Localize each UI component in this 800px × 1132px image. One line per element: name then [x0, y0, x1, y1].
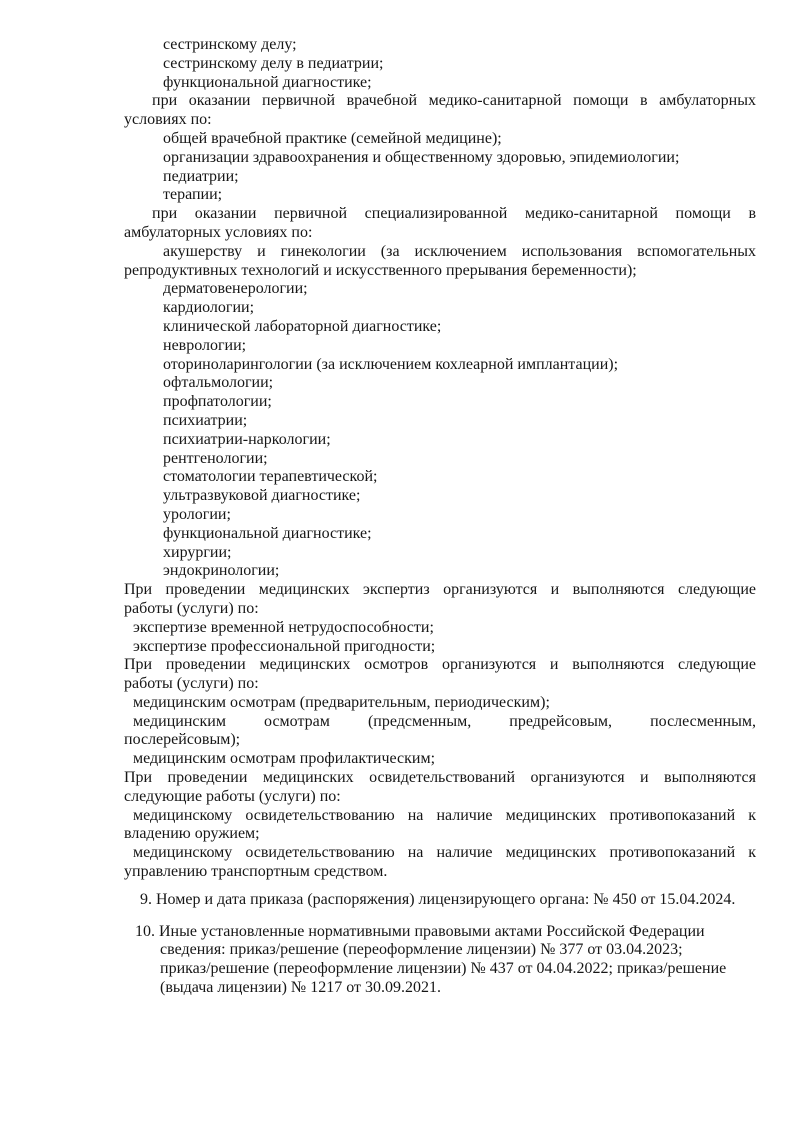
text-line: стоматологии терапевтической;: [163, 468, 378, 486]
text-line: медицинским осмотрам (предварительным, периодическим);: [133, 693, 550, 711]
text-line: рентгенологии;: [163, 449, 268, 467]
text-line: хирургии;: [163, 543, 232, 561]
text-line: клинической лабораторной диагностике;: [163, 317, 442, 335]
text-line: 10. Иные установленные нормативными правовыми актами Российской Федерации: [135, 922, 705, 940]
text-line: оториноларингологии (за исключением кохлеарной имплантации);: [163, 355, 619, 373]
text-line: владению оружием;: [124, 825, 260, 843]
text-line: психиатрии;: [163, 411, 248, 429]
text-line: офтальмологии;: [163, 374, 274, 392]
text-line: сведения: приказ/решение (переоформление лицензии) № 377 от 03.04.2023;: [160, 941, 683, 959]
text-line: следующие работы (услуги) по:: [124, 787, 341, 805]
text-line: при оказании первичной врачебной медико-санитарной помощи в амбулаторных: [152, 92, 756, 110]
text-line: (выдача лицензии) № 1217 от 30.09.2021.: [160, 979, 441, 997]
text-line: амбулаторных условиях по:: [124, 223, 313, 241]
text-line: репродуктивных технологий и искусственного прерывания беременности);: [124, 261, 637, 279]
text-line: работы (услуги) по:: [124, 675, 259, 693]
text-line: акушерству и гинекологии (за исключением использования вспомогательных: [163, 242, 756, 260]
text-line: функциональной диагностике;: [163, 73, 372, 91]
text-line: профпатологии;: [163, 393, 272, 411]
text-line: сестринскому делу;: [163, 36, 297, 53]
text-line: эндокринологии;: [163, 562, 280, 580]
text-line: При проведении медицинских осмотров организуются и выполняются следующие: [124, 656, 756, 674]
text-line: психиатрии-наркологии;: [163, 430, 331, 448]
text-line: послерейсовым);: [124, 731, 241, 749]
text-line: При проведении медицинских экспертиз организуются и выполняются следующие: [124, 581, 756, 599]
text-line: терапии;: [163, 186, 223, 204]
text-line: условиях по:: [124, 111, 212, 129]
text-line: экспертизе профессиональной пригодности;: [133, 637, 436, 655]
text-line: организации здравоохранения и общественному здоровью, эпидемиологии;: [163, 148, 680, 166]
text-line: работы (услуги) по:: [124, 599, 259, 617]
text-line: педиатрии;: [163, 167, 239, 185]
text-line: дерматовенерологии;: [163, 280, 308, 298]
text-line: общей врачебной практике (семейной медицине);: [163, 129, 502, 147]
text-line: приказ/решение (переоформление лицензии) № 437 от 04.04.2022; приказ/решение: [160, 960, 727, 978]
text-line: управлению транспортным средством.: [124, 863, 388, 881]
text-line: медицинскому освидетельствованию на наличие медицинских противопоказаний к: [133, 806, 756, 824]
text-line: ультразвуковой диагностике;: [163, 487, 361, 505]
text-line: функциональной диагностике;: [163, 524, 372, 542]
text-line: кардиологии;: [163, 299, 255, 317]
text-line: урологии;: [163, 505, 231, 523]
text-line: медицинскому освидетельствованию на наличие медицинских противопоказаний к: [133, 844, 756, 862]
text-line: медицинским осмотрам профилактическим;: [133, 750, 436, 768]
text-line: сестринскому делу в педиатрии;: [163, 54, 384, 72]
license-text-block: [124, 36, 756, 998]
text-line: 9. Номер и дата приказа (распоряжения) лицензирующего органа: № 450 от 15.04.2024.: [140, 890, 736, 908]
text-line: при оказании первичной специализированной медико-санитарной помощи в: [152, 205, 756, 223]
text-line: медицинским осмотрам (предсменным, предрейсовым, послесменным,: [133, 712, 756, 730]
text-line: неврологии;: [163, 336, 247, 354]
text-line: При проведении медицинских освидетельствований организуются и выполняются: [124, 769, 756, 787]
text-line: экспертизе временной нетрудоспособности;: [133, 618, 434, 636]
